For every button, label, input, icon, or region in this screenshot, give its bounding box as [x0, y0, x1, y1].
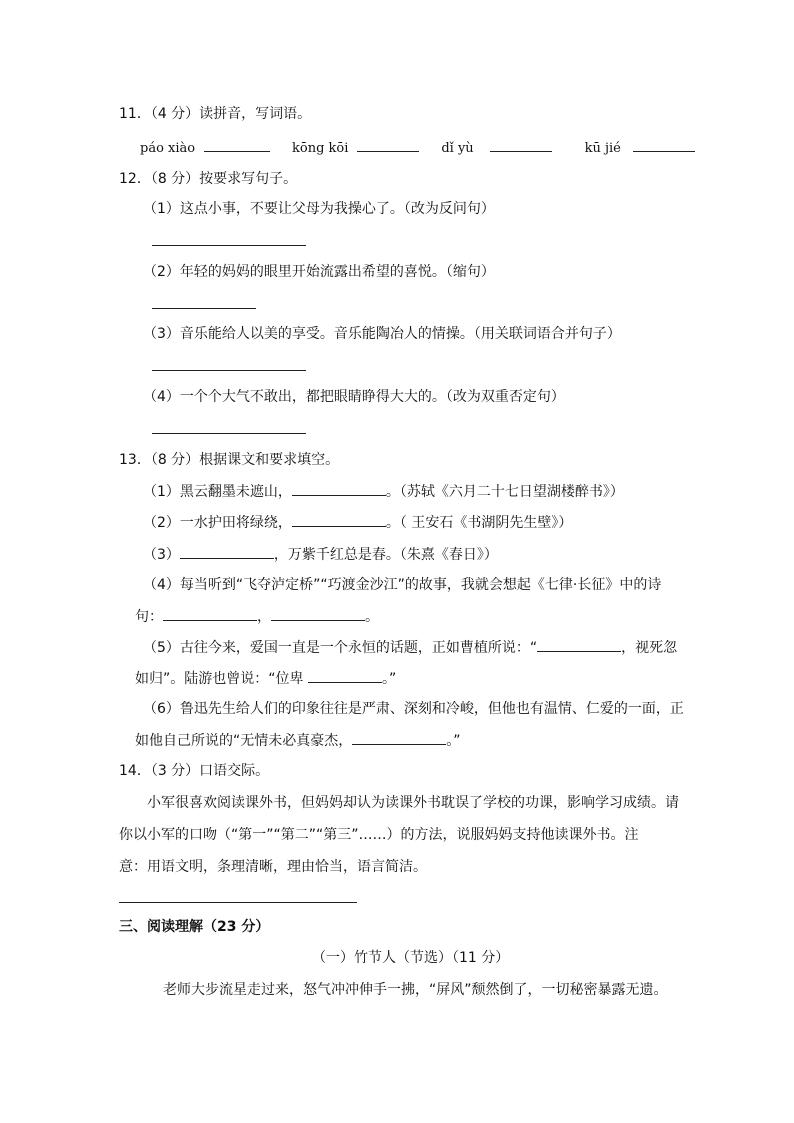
- answer-line[interactable]: [152, 245, 306, 246]
- q13-item-6-line1: （6）鲁迅先生给人们的印象往往是严肃、深刻和冷峻，但他也有温情、仁爱的一面，正: [143, 701, 684, 717]
- answer-line[interactable]: [152, 370, 306, 371]
- q13-item-2: [143, 512, 572, 533]
- q11-title: 11．（4 分）读拼音，写词语。: [119, 106, 312, 122]
- q13-item-5-tail: ，视死忽: [621, 640, 678, 656]
- q12-item-4: （4）一个个大气不敢出，都把眼睛睁得大大的。（改为双重否定句）: [143, 389, 565, 405]
- answer-blank-2[interactable]: [357, 137, 419, 152]
- q13-item-6-line2: [135, 730, 461, 751]
- q12-item-1: （1）这点小事，不要让父母为我操心了。（改为反问句）: [143, 201, 495, 217]
- pinyin-4: kū jié: [584, 141, 621, 156]
- fill-blank[interactable]: [163, 606, 257, 621]
- q13-item-1: [143, 481, 624, 502]
- passage-title: （一）竹节人（节选）（11 分）: [312, 950, 510, 966]
- q13-item-2-text: （2）一水护田将绿绕，: [143, 515, 292, 531]
- q13-item-3: [143, 544, 498, 565]
- q12-item-3: （3）音乐能给人以美的享受。音乐能陶冶人的情操。（用关联词语合并句子）: [143, 326, 621, 342]
- q13-item-6-end: 。”: [446, 733, 461, 749]
- q13-item-3-num: （3）: [143, 547, 180, 563]
- q14-title: 14．（3 分）口语交际。: [119, 763, 270, 779]
- q13-item-5-text: （5）古往今来，爱国一直是一个永恒的话题，正如曹植所说：“: [143, 640, 538, 656]
- pinyin-2: kōng kōi: [292, 141, 349, 156]
- q13-item-6-text: 如他自己所说的“无情未必真豪杰，: [135, 733, 353, 749]
- q13-item-5-text2: 如归”。陆游也曾说：“位卑: [135, 671, 308, 687]
- q14-para-line2: 你以小军的口吻（“第一”“第二”“第三”……）的方法，说服妈妈支持他读课外书。注: [119, 827, 639, 843]
- q14-para-line3: 意：用语文明，条理清晰，理由恰当，语言简洁。: [119, 859, 427, 875]
- fill-blank[interactable]: [537, 637, 621, 652]
- q13-item-4-line2: [135, 606, 379, 627]
- q13-item-2-source: 。（ 王安石《书湖阴先生壁》）: [385, 515, 573, 531]
- fill-blank[interactable]: [292, 512, 386, 527]
- answer-line[interactable]: [152, 433, 306, 434]
- q13-item-5-line2: [135, 668, 396, 689]
- q13-item-3-text: ，万紫千红总是春。（朱熹《春日》）: [273, 547, 498, 563]
- section-heading: 三、阅读理解（23 分）: [119, 919, 270, 935]
- answer-blank-4[interactable]: [633, 137, 695, 152]
- fill-blank[interactable]: [352, 730, 446, 745]
- q14-para-line1: 小军很喜欢阅读课外书，但妈妈却认为读课外书耽误了学校的功课，影响学习成绩。请: [147, 795, 679, 811]
- answer-line[interactable]: [152, 308, 256, 309]
- fill-blank[interactable]: [180, 544, 274, 559]
- answer-blank-3[interactable]: [490, 137, 552, 152]
- fill-blank[interactable]: [292, 481, 386, 496]
- q13-item-5-end: 。”: [381, 671, 397, 687]
- q13-title: 13．（8 分）根据课文和要求填空。: [119, 452, 340, 468]
- q13-item-4-prefix: 句：: [135, 609, 163, 625]
- pinyin-3: dǐ yù: [441, 141, 474, 156]
- q13-item-1-text: （1）黑云翻墨未遮山，: [143, 484, 292, 500]
- q13-item-1-source: 。（苏轼《六月二十七日望湖楼醉书》）: [385, 484, 624, 500]
- answer-blank-1[interactable]: [204, 137, 270, 152]
- passage-paragraph: 老师大步流星走过来，怒气冲冲伸手一拂，“屏风”颓然倒了，一切秘密暴露无遗。: [163, 982, 668, 998]
- pinyin-1: páo xiào: [140, 141, 196, 156]
- q13-item-5-line1: [143, 637, 677, 658]
- fill-blank[interactable]: [271, 606, 365, 621]
- answer-line[interactable]: [119, 902, 357, 903]
- q11-pinyin-row: [140, 137, 695, 159]
- fill-blank[interactable]: [308, 668, 382, 683]
- comma: ，: [257, 609, 271, 625]
- period: 。: [365, 609, 379, 625]
- q12-item-2: （2）年轻的妈妈的眼里开始流露出希望的喜悦。（缩句）: [143, 264, 495, 280]
- q12-title: 12．（8 分）按要求写句子。: [119, 171, 298, 187]
- q13-item-4-line1: （4）每当听到“飞夺泸定桥”“巧渡金沙江”的故事，我就会想起《七律·长征》中的诗: [143, 577, 662, 593]
